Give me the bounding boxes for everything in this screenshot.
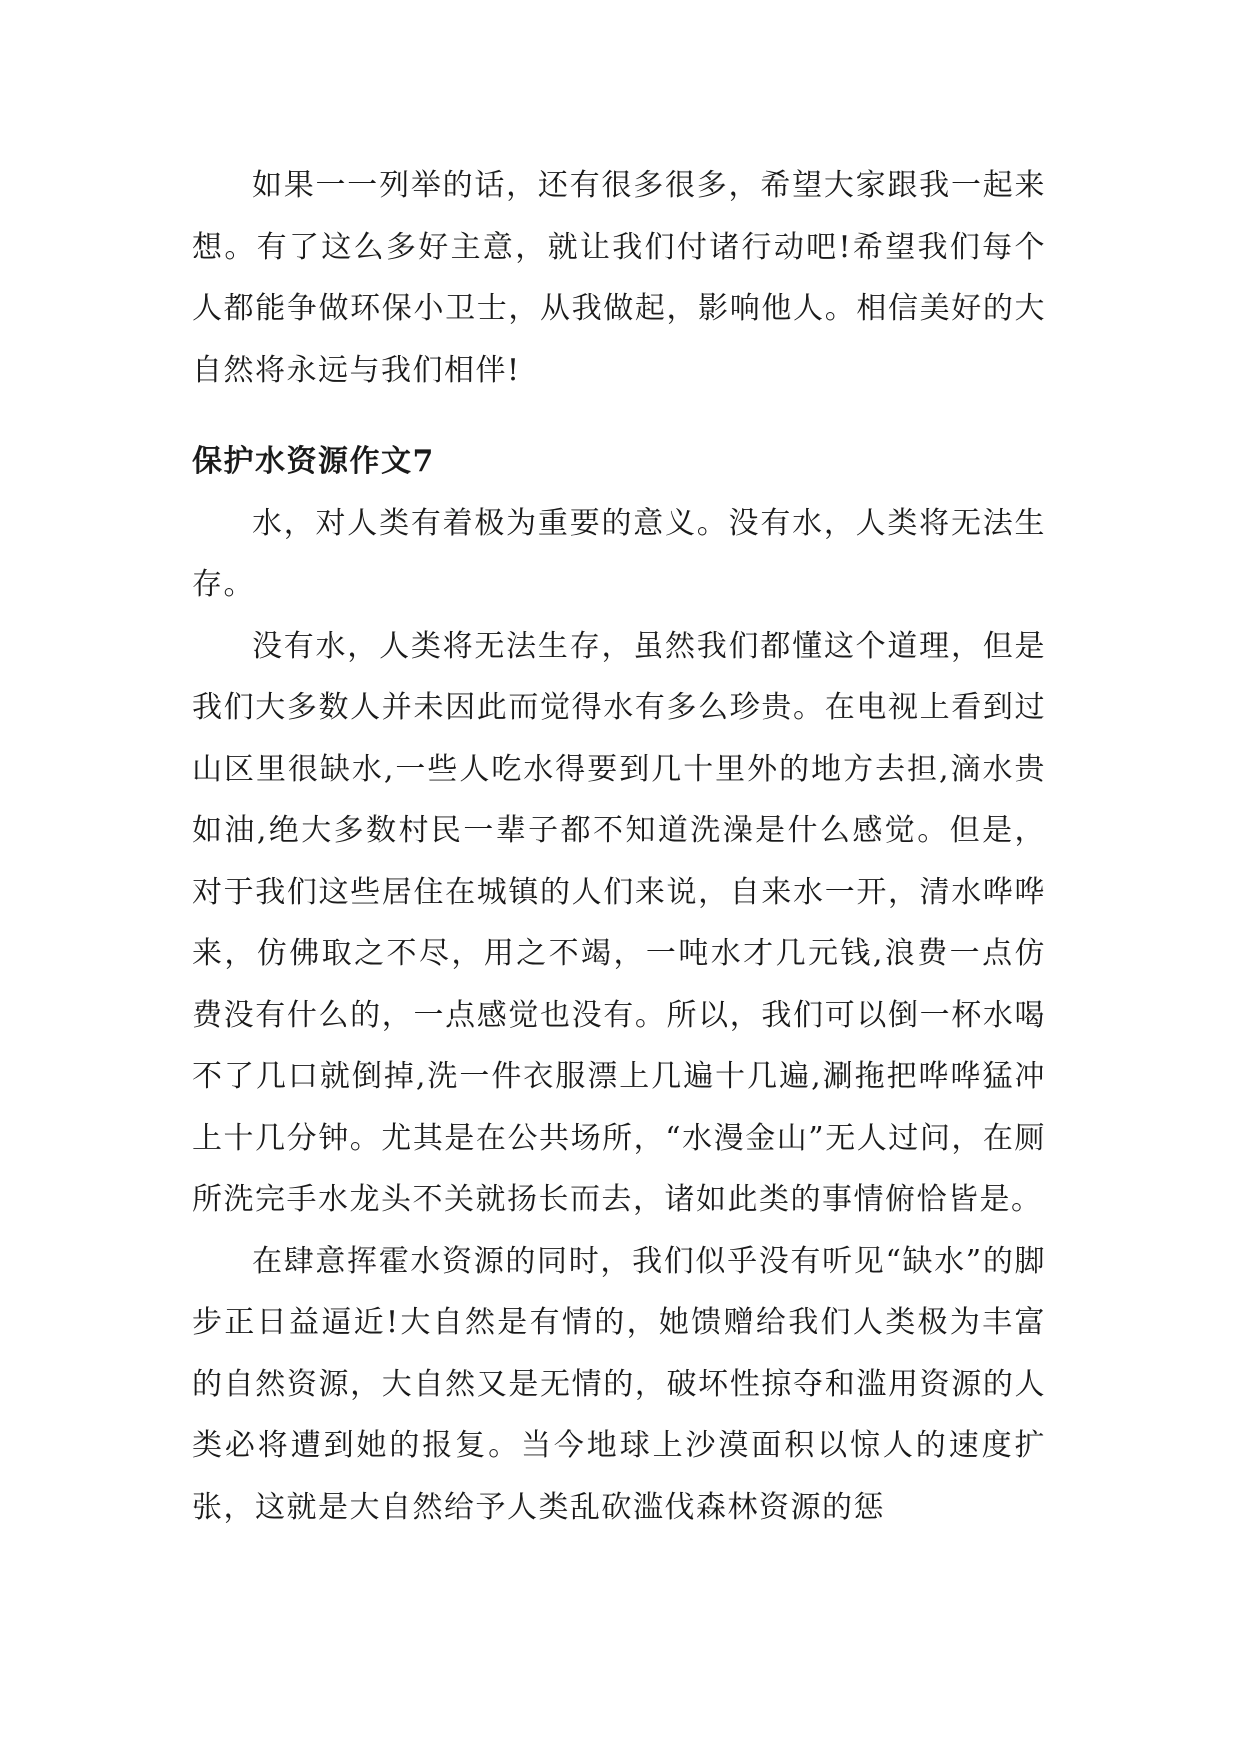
- document-page: [192, 155, 1046, 1538]
- paragraph-2: 没有水，人类将无法生存，虽然我们都懂这个道理，但是我们大多数人并未因此而觉得水有多么珍贵。在电视上看到过山区里很缺水,一些人吃水得要到几十里外的地方去担,滴水贵如油,绝大多数村民一辈子都不知道洗澡是什么感觉。但是，对于我们这些居住在城镇的人们来说，自来水一开，清水哗哗来，仿佛取之不尽，用之不竭，一吨水才几元钱,浪费一点仿费没有什么的，一点感觉也没有。所以，我们可以倒一杯水喝不了几口就倒掉,洗一件衣服漂上几遍十几遍,涮拖把哗哗猛冲上十几分钟。尤其是在公共场所，“水漫金山”无人过问，在厕所洗完手水龙头不关就扬长而去，诸如此类的事情俯恰皆是。: [192, 628, 1046, 1217]
- paragraph-1: 水，对人类有着极为重要的意义。没有水，人类将无法生存。: [192, 505, 1046, 602]
- section-title: 保护水资源作文7: [192, 444, 435, 479]
- paragraph-3: 在肆意挥霍水资源的同时，我们似乎没有听见“缺水”的脚步正日益逼近!大自然是有情的，她馈赠给我们人类极为丰富的自然资源，大自然又是无情的，破坏性掠夺和滥用资源的人类必将遭到她的报复。当今地球上沙漠面积以惊人的速度扩张，这就是大自然给予人类乱砍滥伐森林资源的惩: [192, 1243, 1046, 1525]
- paragraph-closing: 如果一一列举的话，还有很多很多，希望大家跟我一起来想。有了这么多好主意，就让我们付诸行动吧!希望我们每个人都能争做环保小卫士，从我做起，影响他人。相信美好的大自然将永远与我们相伴!: [192, 168, 1046, 388]
